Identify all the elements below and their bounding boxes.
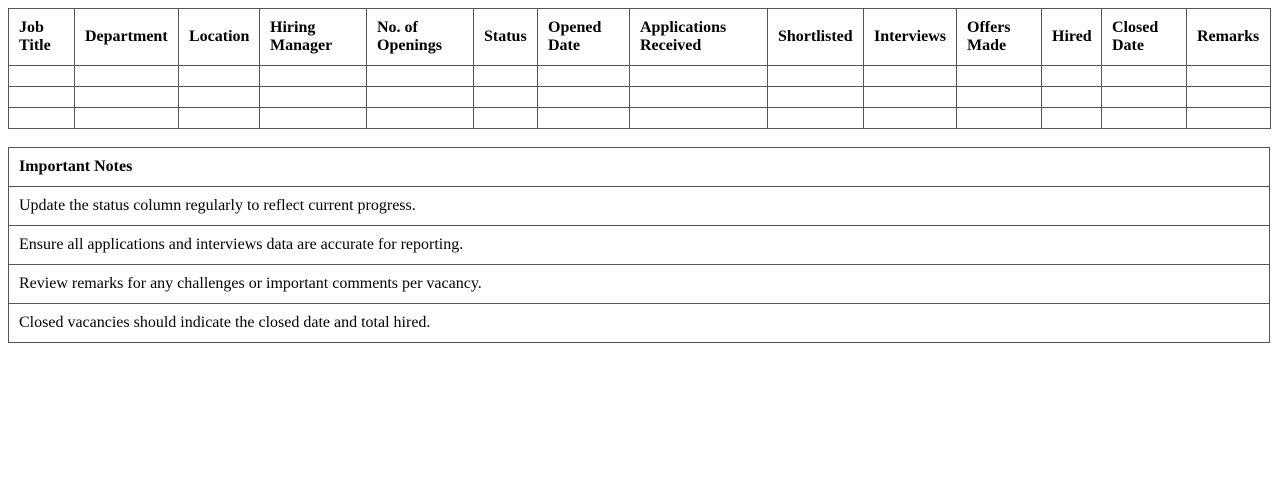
- table-cell[interactable]: [538, 66, 630, 87]
- table-cell[interactable]: [768, 108, 864, 129]
- note-row: [9, 265, 1270, 304]
- table-cell[interactable]: [367, 87, 474, 108]
- header-hiring-manager: Hiring Manager: [260, 9, 367, 66]
- note-row: [9, 226, 1270, 265]
- table-cell[interactable]: [75, 108, 179, 129]
- table-row: [9, 87, 1271, 108]
- table-row: [9, 66, 1271, 87]
- header-interviews: Interviews: [864, 9, 957, 66]
- header-no-of-openings: No. of Openings: [367, 9, 474, 66]
- table-cell[interactable]: [474, 87, 538, 108]
- table-cell[interactable]: [864, 66, 957, 87]
- table-cell[interactable]: [260, 87, 367, 108]
- table-cell[interactable]: [260, 108, 367, 129]
- header-applications-received: Applications Received: [630, 9, 768, 66]
- table-cell[interactable]: [957, 108, 1042, 129]
- table-cell[interactable]: [1187, 66, 1271, 87]
- table-cell[interactable]: [1102, 108, 1187, 129]
- table-cell[interactable]: [9, 108, 75, 129]
- header-hired: Hired: [1042, 9, 1102, 66]
- header-remarks: Remarks: [1187, 9, 1271, 66]
- table-cell[interactable]: [1042, 108, 1102, 129]
- notes-title-row: [9, 148, 1270, 187]
- table-cell[interactable]: [768, 66, 864, 87]
- note-row: [9, 187, 1270, 226]
- header-shortlisted: Shortlisted: [768, 9, 864, 66]
- header-location: Location: [179, 9, 260, 66]
- header-closed-date: Closed Date: [1102, 9, 1187, 66]
- table-cell[interactable]: [367, 66, 474, 87]
- table-cell[interactable]: [864, 108, 957, 129]
- table-cell[interactable]: [474, 66, 538, 87]
- table-cell[interactable]: [630, 108, 768, 129]
- table-cell[interactable]: [367, 108, 474, 129]
- table-cell[interactable]: [179, 108, 260, 129]
- table-cell[interactable]: [179, 66, 260, 87]
- table-cell[interactable]: [538, 87, 630, 108]
- table-row: [9, 108, 1271, 129]
- table-cell[interactable]: [9, 66, 75, 87]
- table-cell[interactable]: [768, 87, 864, 108]
- table-cell[interactable]: [1042, 66, 1102, 87]
- table-cell[interactable]: [630, 87, 768, 108]
- header-job-title: Job Title: [9, 9, 75, 66]
- table-cell[interactable]: [864, 87, 957, 108]
- note-item: Ensure all applications and interviews data are accurate for reporting.: [9, 226, 1270, 265]
- table-cell[interactable]: [957, 66, 1042, 87]
- table-cell[interactable]: [75, 66, 179, 87]
- important-notes-table: [8, 147, 1270, 343]
- header-opened-date: Opened Date: [538, 9, 630, 66]
- table-cell[interactable]: [260, 66, 367, 87]
- notes-title: Important Notes: [9, 148, 1270, 187]
- note-item: Review remarks for any challenges or important comments per vacancy.: [9, 265, 1270, 304]
- table-cell[interactable]: [1042, 87, 1102, 108]
- table-cell[interactable]: [1187, 108, 1271, 129]
- note-item: Update the status column regularly to reflect current progress.: [9, 187, 1270, 226]
- note-row: [9, 304, 1270, 343]
- header-status: Status: [474, 9, 538, 66]
- table-cell[interactable]: [474, 108, 538, 129]
- vacancy-tracker-table: [8, 8, 1271, 129]
- table-cell[interactable]: [957, 87, 1042, 108]
- table-cell[interactable]: [538, 108, 630, 129]
- table-cell[interactable]: [9, 87, 75, 108]
- table-cell[interactable]: [1102, 66, 1187, 87]
- table-cell[interactable]: [1187, 87, 1271, 108]
- header-department: Department: [75, 9, 179, 66]
- note-item: Closed vacancies should indicate the closed date and total hired.: [9, 304, 1270, 343]
- table-header-row: [9, 9, 1271, 66]
- table-cell[interactable]: [179, 87, 260, 108]
- table-cell[interactable]: [75, 87, 179, 108]
- table-cell[interactable]: [1102, 87, 1187, 108]
- header-offers-made: Offers Made: [957, 9, 1042, 66]
- table-cell[interactable]: [630, 66, 768, 87]
